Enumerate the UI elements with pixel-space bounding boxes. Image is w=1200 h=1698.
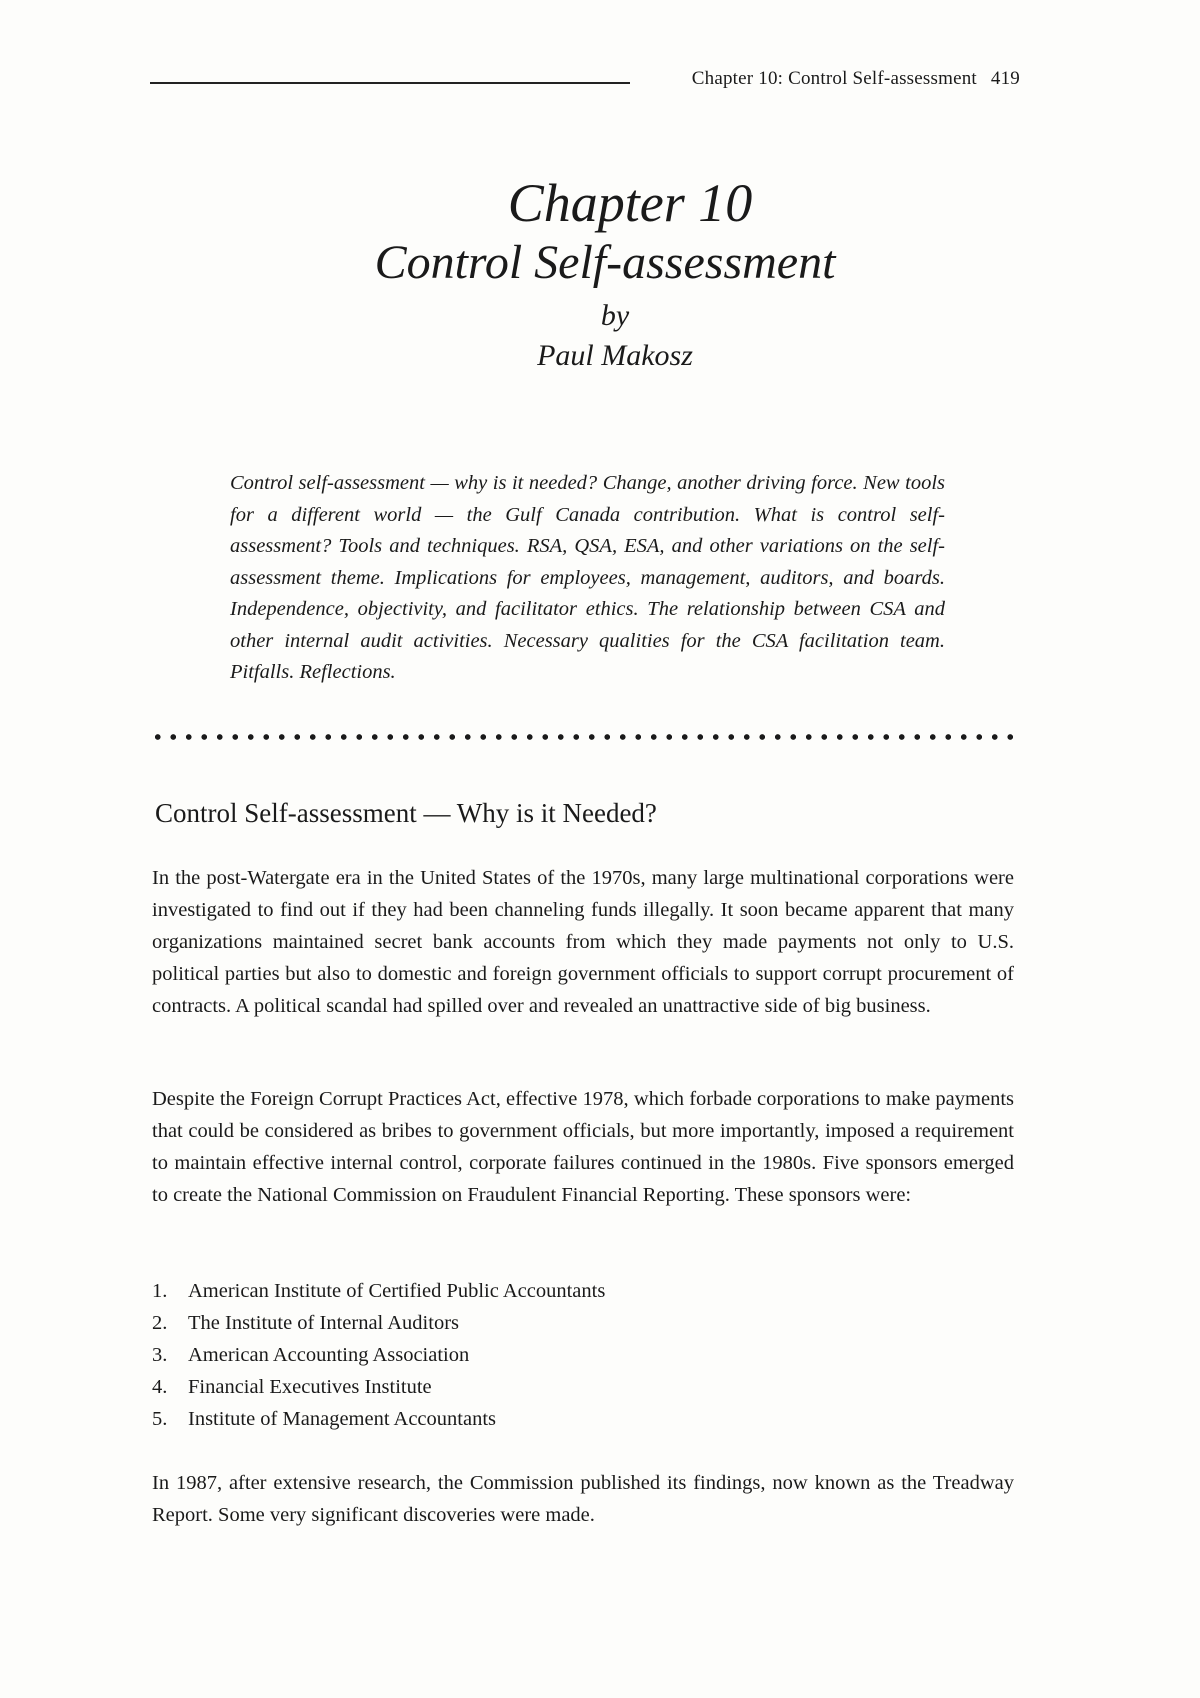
dotted-separator: [150, 733, 1015, 741]
chapter-label: Chapter 10: [507, 173, 753, 233]
body-paragraph-2: Despite the Foreign Corrupt Practices Act, effective 1978, which forbade corporations to make payments that could be considered as bribes to government officials, but more importantly, imposed a requirement to maintain effective internal control, corporate failures continued in the 1980s. Five sponsors emerged to create the National Commission on Fraudulent Financial Reporting. These sponsors were:: [152, 1088, 1014, 1206]
list-item-text: The Institute of Internal Auditors: [188, 1312, 459, 1334]
list-item-text: Institute of Management Accountants: [188, 1408, 496, 1430]
list-item-text: Financial Executives Institute: [188, 1376, 432, 1398]
byline: by: [600, 299, 630, 332]
header-chapter-title: Chapter 10: Control Self-assessment: [691, 68, 977, 89]
body-paragraph-3: In 1987, after extensive research, the Commission published its findings, now known as the Treadway Report. Some very significant discoveries were made.: [152, 1472, 1014, 1526]
list-item: [152, 1275, 852, 1307]
list-item-number: 5.: [152, 1408, 168, 1430]
list-item-number: 2.: [152, 1312, 168, 1334]
section-heading: Control Self-assessment — Why is it Needed?: [155, 798, 657, 828]
chapter-abstract: Control self-assessment — why is it needed? Change, another driving force. New tools for a different world — the Gulf Canada contribution. What is control self-assessment? Tools and techniques. RSA, QSA, ESA, and other variations on the self-assessment theme. Implications for employees, management, auditors, and boards. Independence, objectivity, and facilitator ethics. The relationship between CSA and other internal audit activities. Necessary qualities for the CSA facilitation team. Pitfalls. Reflections.: [230, 472, 945, 683]
list-item: [152, 1403, 852, 1435]
list-item: [152, 1371, 852, 1403]
page-number: 419: [990, 68, 1020, 89]
running-header: [150, 68, 1020, 98]
body-paragraph-1: In the post-Watergate era in the United States of the 1970s, many large multinational corporations were investigated to find out if they had been channeling funds illegally. It soon became apparent that many organizations maintained secret bank accounts from which they made payments not only to U.S. political parties but also to domestic and foreign government officials to support corrupt procurement of contracts. A political scandal had spilled over and revealed an unattractive side of big business.: [152, 867, 1014, 1017]
list-item-text: American Institute of Certified Public Accountants: [188, 1280, 606, 1302]
author-name: Paul Makosz: [537, 339, 693, 372]
list-item: [152, 1307, 852, 1339]
list-item: [152, 1339, 852, 1371]
header-text: [692, 68, 1020, 90]
list-item-number: 4.: [152, 1376, 168, 1398]
header-rule: [150, 82, 630, 84]
chapter-title-block: [150, 172, 1020, 376]
list-item-number: 1.: [152, 1280, 168, 1302]
chapter-title: Control Self-assessment: [374, 236, 836, 289]
sponsor-list: [152, 1275, 852, 1435]
list-item-text: American Accounting Association: [188, 1344, 470, 1366]
list-item-number: 3.: [152, 1344, 168, 1366]
